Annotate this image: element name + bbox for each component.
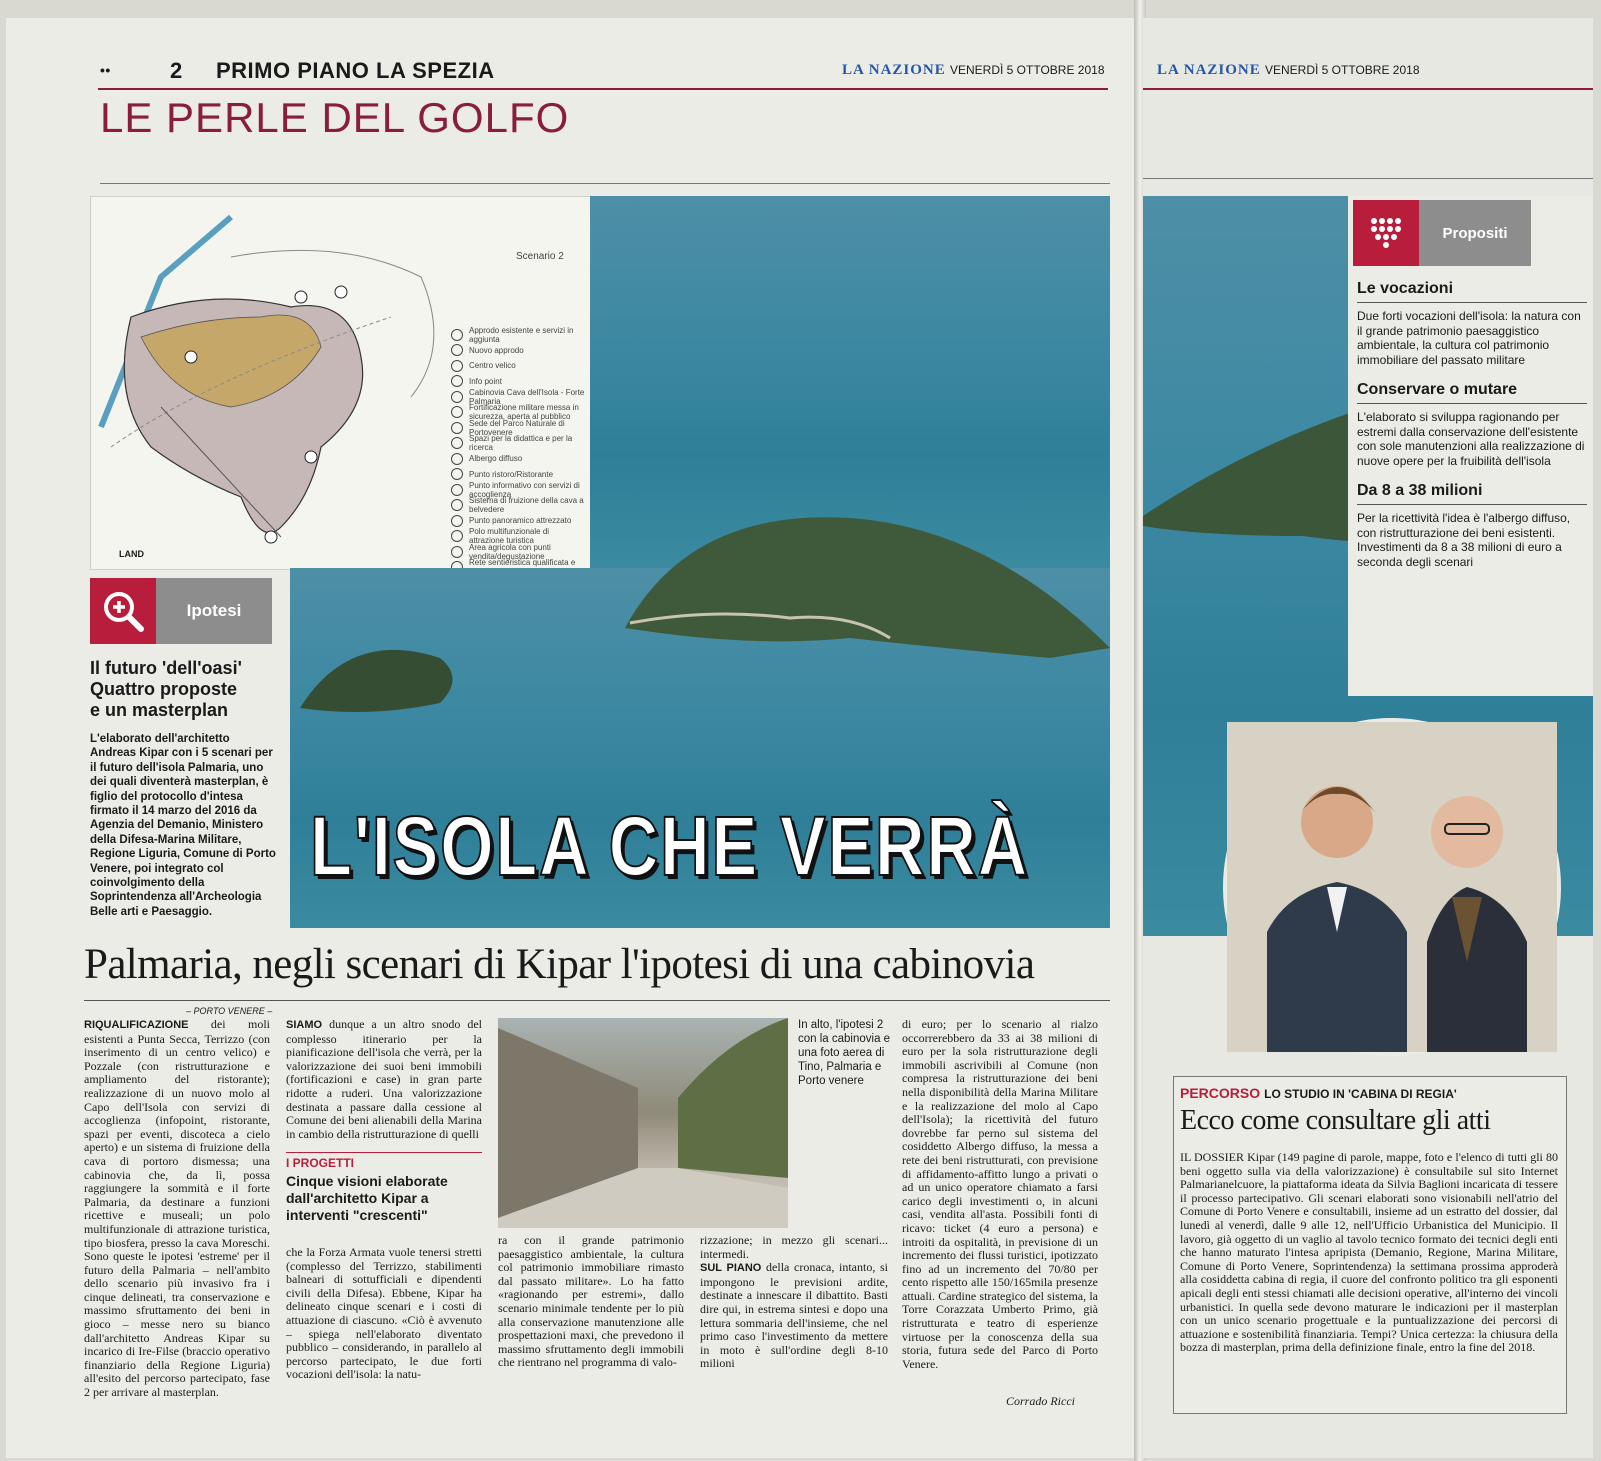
- main-title: Palmaria, negli scenari di Kipar l'ipotesi di una cabinovia: [84, 941, 1035, 988]
- dateline: – PORTO VENERE –: [186, 1006, 273, 1016]
- map-logo: LAND: [119, 549, 144, 559]
- legend-symbol-icon: [451, 453, 463, 465]
- ipotesi-text: L'elaborato dell'architetto Andreas Kipar con i 5 scenari per il futuro dell'isola Palmaria, uno dei quali diventerà masterplan, è figlio del protocollo d'intesa firmato il 14 marzo del 2016 da Agenzia del Demanio, Ministero della Difesa-Marina Militare, Regione Liguria, Comune di Porto Venere, poi integrato col coinvolgimento della Soprintendenza all'Archeologia Belle arti e Paesaggio.: [90, 733, 276, 918]
- right-kicker-rule: [1143, 178, 1593, 179]
- percorso-rubric: PERCORSO: [1180, 1085, 1261, 1101]
- legend-item: Centro velico: [451, 358, 586, 374]
- photo-headline: L'ISOLA CHE VERRÀ: [310, 799, 1030, 893]
- portrait-drawing: [1227, 722, 1557, 1052]
- legend-symbol-icon: [451, 344, 463, 356]
- ipotesi-title: Il futuro 'dell'oasi' Quattro proposte e un masterplan: [90, 658, 242, 720]
- propositi-label: Propositi: [1419, 200, 1531, 266]
- right-masthead: LA NAZIONE: [1157, 62, 1261, 78]
- title-rule: [84, 1000, 1110, 1001]
- legend-item: Sistema di fruizione della cava a belvedere: [451, 498, 586, 514]
- item-text: L'elaborato si sviluppa ragionando per estremi dalla conservazione dell'esistente con sole manutenzioni alla realizzazione di nuove opere per la fruibilità dell'isola: [1357, 410, 1585, 468]
- legend-item: Area agricola con punti vendita/degustazione: [451, 544, 586, 560]
- ipotesi-label: Ipotesi: [156, 578, 272, 644]
- kicker: LE PERLE DEL GOLFO: [100, 94, 570, 141]
- header-rule: [98, 88, 1108, 90]
- progetti-rubric: I PROGETTI: [286, 1156, 355, 1170]
- right-page: [1143, 18, 1593, 1458]
- legend-symbol-icon: [451, 375, 463, 387]
- legend-item: Fortificazione militare messa in sicurezza, aperta al pubblico: [451, 405, 586, 421]
- item-text: Due forti vocazioni dell'isola: la natura con il grande patrimonio paesaggistico ambientale, la cultura col patrimonio immobiliare del passato militare: [1357, 309, 1581, 367]
- percorso-header: [1180, 1085, 1457, 1103]
- legend-item: Cabinovia Cava dell'Isola - Forte Palmaria: [451, 389, 586, 405]
- percorso-text: IL DOSSIER Kipar (149 pagine di parole, mappe, foto e l'elenco di tutti gli 80 beni oggetto sulla via della valorizzazione) è consultabile sul sito Internet Palmarianelcuore, la piattaforma ideata da Silvia Baglioni incaricata di tessere il processo partecipativo. Gli scenari elaborati sono visionabili nell'atrio del Comune di Porto Venere e consultabili, insieme ad un estratto del dossier, dal lunedì al venerdì, dalle 9 alle 12, nell'Ufficio Urbanistica del Municipio. Il lavoro, già oggetto di un vaglio al tavolo tecnico formato dei tecnici degli enti che hanno maturato l'intesa apripista (Demanio, Regione, Marina Militare, Comune di Porto Venere, Soprintendenza) la settimana prossima approderà alla cosiddetta cabina di regia, il cuore del confronto politico tra gli esponenti apicali degli enti stessi chiamati alle decisioni operative, all'interno dei vincoli urbanistici. In quella sede devono maturare le indicazioni per il masterplan con un unico scenario progettuale e la puntualizzazione dei percorsi di attuazione e sostenibilità finanziaria. Tempi? Unica certezza: la chiusura della bozza di masterplan, prima della definizione finale, entro la fine del 2018.: [1180, 1150, 1558, 1355]
- percorso-box: [1173, 1076, 1567, 1414]
- zoom-in-icon: [90, 578, 156, 644]
- item-divider: [1357, 504, 1587, 505]
- column-2-top: SIAMO dunque a un altro snodo del complesso itinerario per la pianificazione dell'isola che verrà, per la valorizzazione dei suoi beni immobili (fortificazioni e case) in gran parte ridotte a ruderi. Una valorizzazione destinata a passare dalla cessione al Comune dei beni alienabili della Marina in cambio della ristrutturazione di quelli: [286, 1017, 482, 1141]
- item-divider: [1357, 302, 1587, 303]
- page-number: 2: [170, 58, 183, 83]
- section-title: PRIMO PIANO LA SPEZIA: [216, 58, 495, 83]
- aerial-photo-top: [590, 196, 1110, 568]
- kicker-rule: [100, 183, 1110, 184]
- aerial-photo: [290, 568, 1110, 928]
- column-3: ra con il grande patrimonio paesaggistico ambientale, la cultura col patrimonio immobiliare rimasto dal passato militare». Lo ha fatto «ragionando per estremi», dallo scenario minimale tendente per lo più alla conservazione manutenzione alle prospettazioni maxi, che prevedono il massimo sfruttamento degli immobili che rientrano nel programma di valo-: [498, 1233, 684, 1370]
- right-header-rule: [1143, 88, 1593, 90]
- percorso-subtitle: LO STUDIO IN 'CABINA DI REGIA': [1264, 1087, 1457, 1101]
- propositi-tag: [1353, 200, 1531, 266]
- fort-photo: [498, 1018, 788, 1228]
- legend-item: Punto ristoro/Ristorante: [451, 467, 586, 483]
- legend-symbol-icon: [451, 329, 463, 341]
- portrait-photo: [1223, 718, 1561, 1056]
- legend-item: Polo multifunzionale di attrazione turistica: [451, 529, 586, 545]
- column-1: RIQUALIFICAZIONE dei moli esistenti a Punta Secca, Terrizzo (con inserimento di un centro velico) e Pozzale (con ristrutturazione e ampliamento del ristorante); realizzazione di un nuovo molo al Capo dell'Isola con servizi di accoglienza (infopoint, ristorante, spazi per eventi, discoteca a cielo aperto) e un sistema di fruizione della cava di portoro dismessa; una cabinovia che, da lì, possa raggiungere la sommità e il forte Palmaria, da destinare a funzioni ricettive e museali; un polo multifunzionale di attrazione turistica, tipo biosfera, presso la cava Moreschi. Sono queste le ipotesi 'estreme' per il futuro della Palmaria – nell'ambito dello scenario più invasivo fra i cinque delineati, tra conservazione e massimo sfruttamento dei beni in gioco – messe nero su bianco dall'architetto Andreas Kipar su incarico di Ire-Filse (braccio operativo finanziario della Regione Liguria) all'esito del percorso partecipato, fase 2 per arrivare al masterplan.: [84, 1017, 270, 1400]
- legend-symbol-icon: [451, 437, 463, 449]
- ipotesi-tag: [90, 578, 272, 644]
- page-marks: ••: [100, 62, 111, 78]
- percorso-title: Ecco come consultare gli atti: [1180, 1105, 1491, 1136]
- left-page: [6, 18, 1136, 1458]
- scenario-map: [90, 196, 592, 570]
- map-legend: [451, 327, 586, 575]
- column-4: rizzazione; in mezzo gli scenari... intermedi. SUL PIANO della cronaca, intanto, si impongono le previsioni ardite, destinate a innescare il dibattito. Basti dire qui, in estrema sintesi e dopo una lettura sommaria dell'insieme, che nel primo caso l'investimento da mettere in moto è sull'ordine degli 8-10 milioni: [700, 1233, 889, 1371]
- author: Corrado Ricci: [1006, 1394, 1075, 1408]
- legend-item: Info point: [451, 374, 586, 390]
- legend-symbol-icon: [451, 484, 463, 496]
- photo-caption: In alto, l'ipotesi 2 con la cabinovia e una foto aerea di Tino, Palmaria e Porto venere: [798, 1019, 891, 1087]
- item-text: Per la ricettività l'idea è l'albergo diffuso, con ristrutturazione dei beni esistenti. Investimenti da 8 a 38 milioni di euro a seconda degli scenari: [1357, 511, 1571, 569]
- legend-symbol-icon: [451, 530, 463, 542]
- dots-grid-icon: [1353, 200, 1419, 266]
- item-title: Conservare o mutare: [1357, 381, 1518, 398]
- legend-item: Spazi per la didattica e per la ricerca: [451, 436, 586, 452]
- legend-item: Punto panoramico attrezzato: [451, 513, 586, 529]
- legend-symbol-icon: [451, 468, 463, 480]
- progetti-title: Cinque visioni elaborate dall'architetto Kipar a interventi "crescenti": [286, 1173, 448, 1223]
- legend-symbol-icon: [451, 499, 463, 511]
- fort-photo-drawing: [498, 1018, 788, 1228]
- legend-item: Punto informativo con servizi di accoglienza: [451, 482, 586, 498]
- legend-item: Nuovo approdo: [451, 343, 586, 359]
- scenario-label: Scenario 2: [516, 251, 564, 262]
- item-title: Da 8 a 38 milioni: [1357, 482, 1483, 499]
- propositi-list: [1357, 280, 1587, 569]
- item-title: Le vocazioni: [1357, 280, 1454, 297]
- legend-symbol-icon: [451, 546, 463, 558]
- item-divider: [1357, 403, 1587, 404]
- column-2-bottom: che la Forza Armata vuole tenersi stretti (complesso del Terrizzo, stabilimenti balneari di sottufficiali e dipendenti civili della Difesa). Ebbene, Kipar ha delineato cinque scenari e i costi di attuazione di ciascuno. «Ciò è avvenuto – spiega nell'elaborato diventato pubblico – considerando, in parallelo al percorso partecipato, le due forti vocazioni dell'isola: la natu-: [286, 1245, 482, 1382]
- legend-item: Approdo esistente e servizi in aggiunta: [451, 327, 586, 343]
- legend-item: Sede del Parco Naturale di Portovenere: [451, 420, 586, 436]
- masthead: LA NAZIONE: [842, 62, 946, 78]
- column-5: di euro; per lo scenario al rialzo occorrerebbero da 33 ai 38 milioni di euro per la sola ristrutturazione degli immobili ascrivibili al Comune (non compresa la ristrutturazione dei beni nella disponibilità della Marina Militare e la realizzazione del molo al Capo dell'Isola); la ricettività del futuro dovrebbe far perno sul sistema del cosiddetto Albergo diffuso, la messa a rete dei beni ristrutturati, con previsione di affidamento-affitto lungo a privati o ad un unico operatore chiamato a farsi carico degli investimenti o, in alcuni casi, vendita all'asta. Possibili fonti di ricavo: ticket (4 euro a persona) e introiti da ospitalità, in previsione di un incremento dei flussi turistici, ipotizzato fino ad un incremento del 70/80 per cento rispetto alle 150/165mila presenze attuali. Cardine strategico del sistema, la Torre Corazzata Umberto Primo, già ristrutturata e teatro di esperienze virtuose per la conoscenza della sua storia, futura sede del Parco di Porto Venere.: [902, 1017, 1098, 1371]
- progetti-rule: [286, 1152, 482, 1153]
- right-date: VENERDÌ 5 OTTOBRE 2018: [1265, 63, 1420, 77]
- legend-symbol-icon: [451, 391, 463, 403]
- header-date: VENERDÌ 5 OTTOBRE 2018: [950, 63, 1105, 77]
- legend-symbol-icon: [451, 406, 463, 418]
- legend-item: Rete sentieristica qualificata e: [451, 560, 586, 576]
- legend-symbol-icon: [451, 422, 463, 434]
- legend-symbol-icon: [451, 515, 463, 527]
- legend-item: Albergo diffuso: [451, 451, 586, 467]
- legend-symbol-icon: [451, 360, 463, 372]
